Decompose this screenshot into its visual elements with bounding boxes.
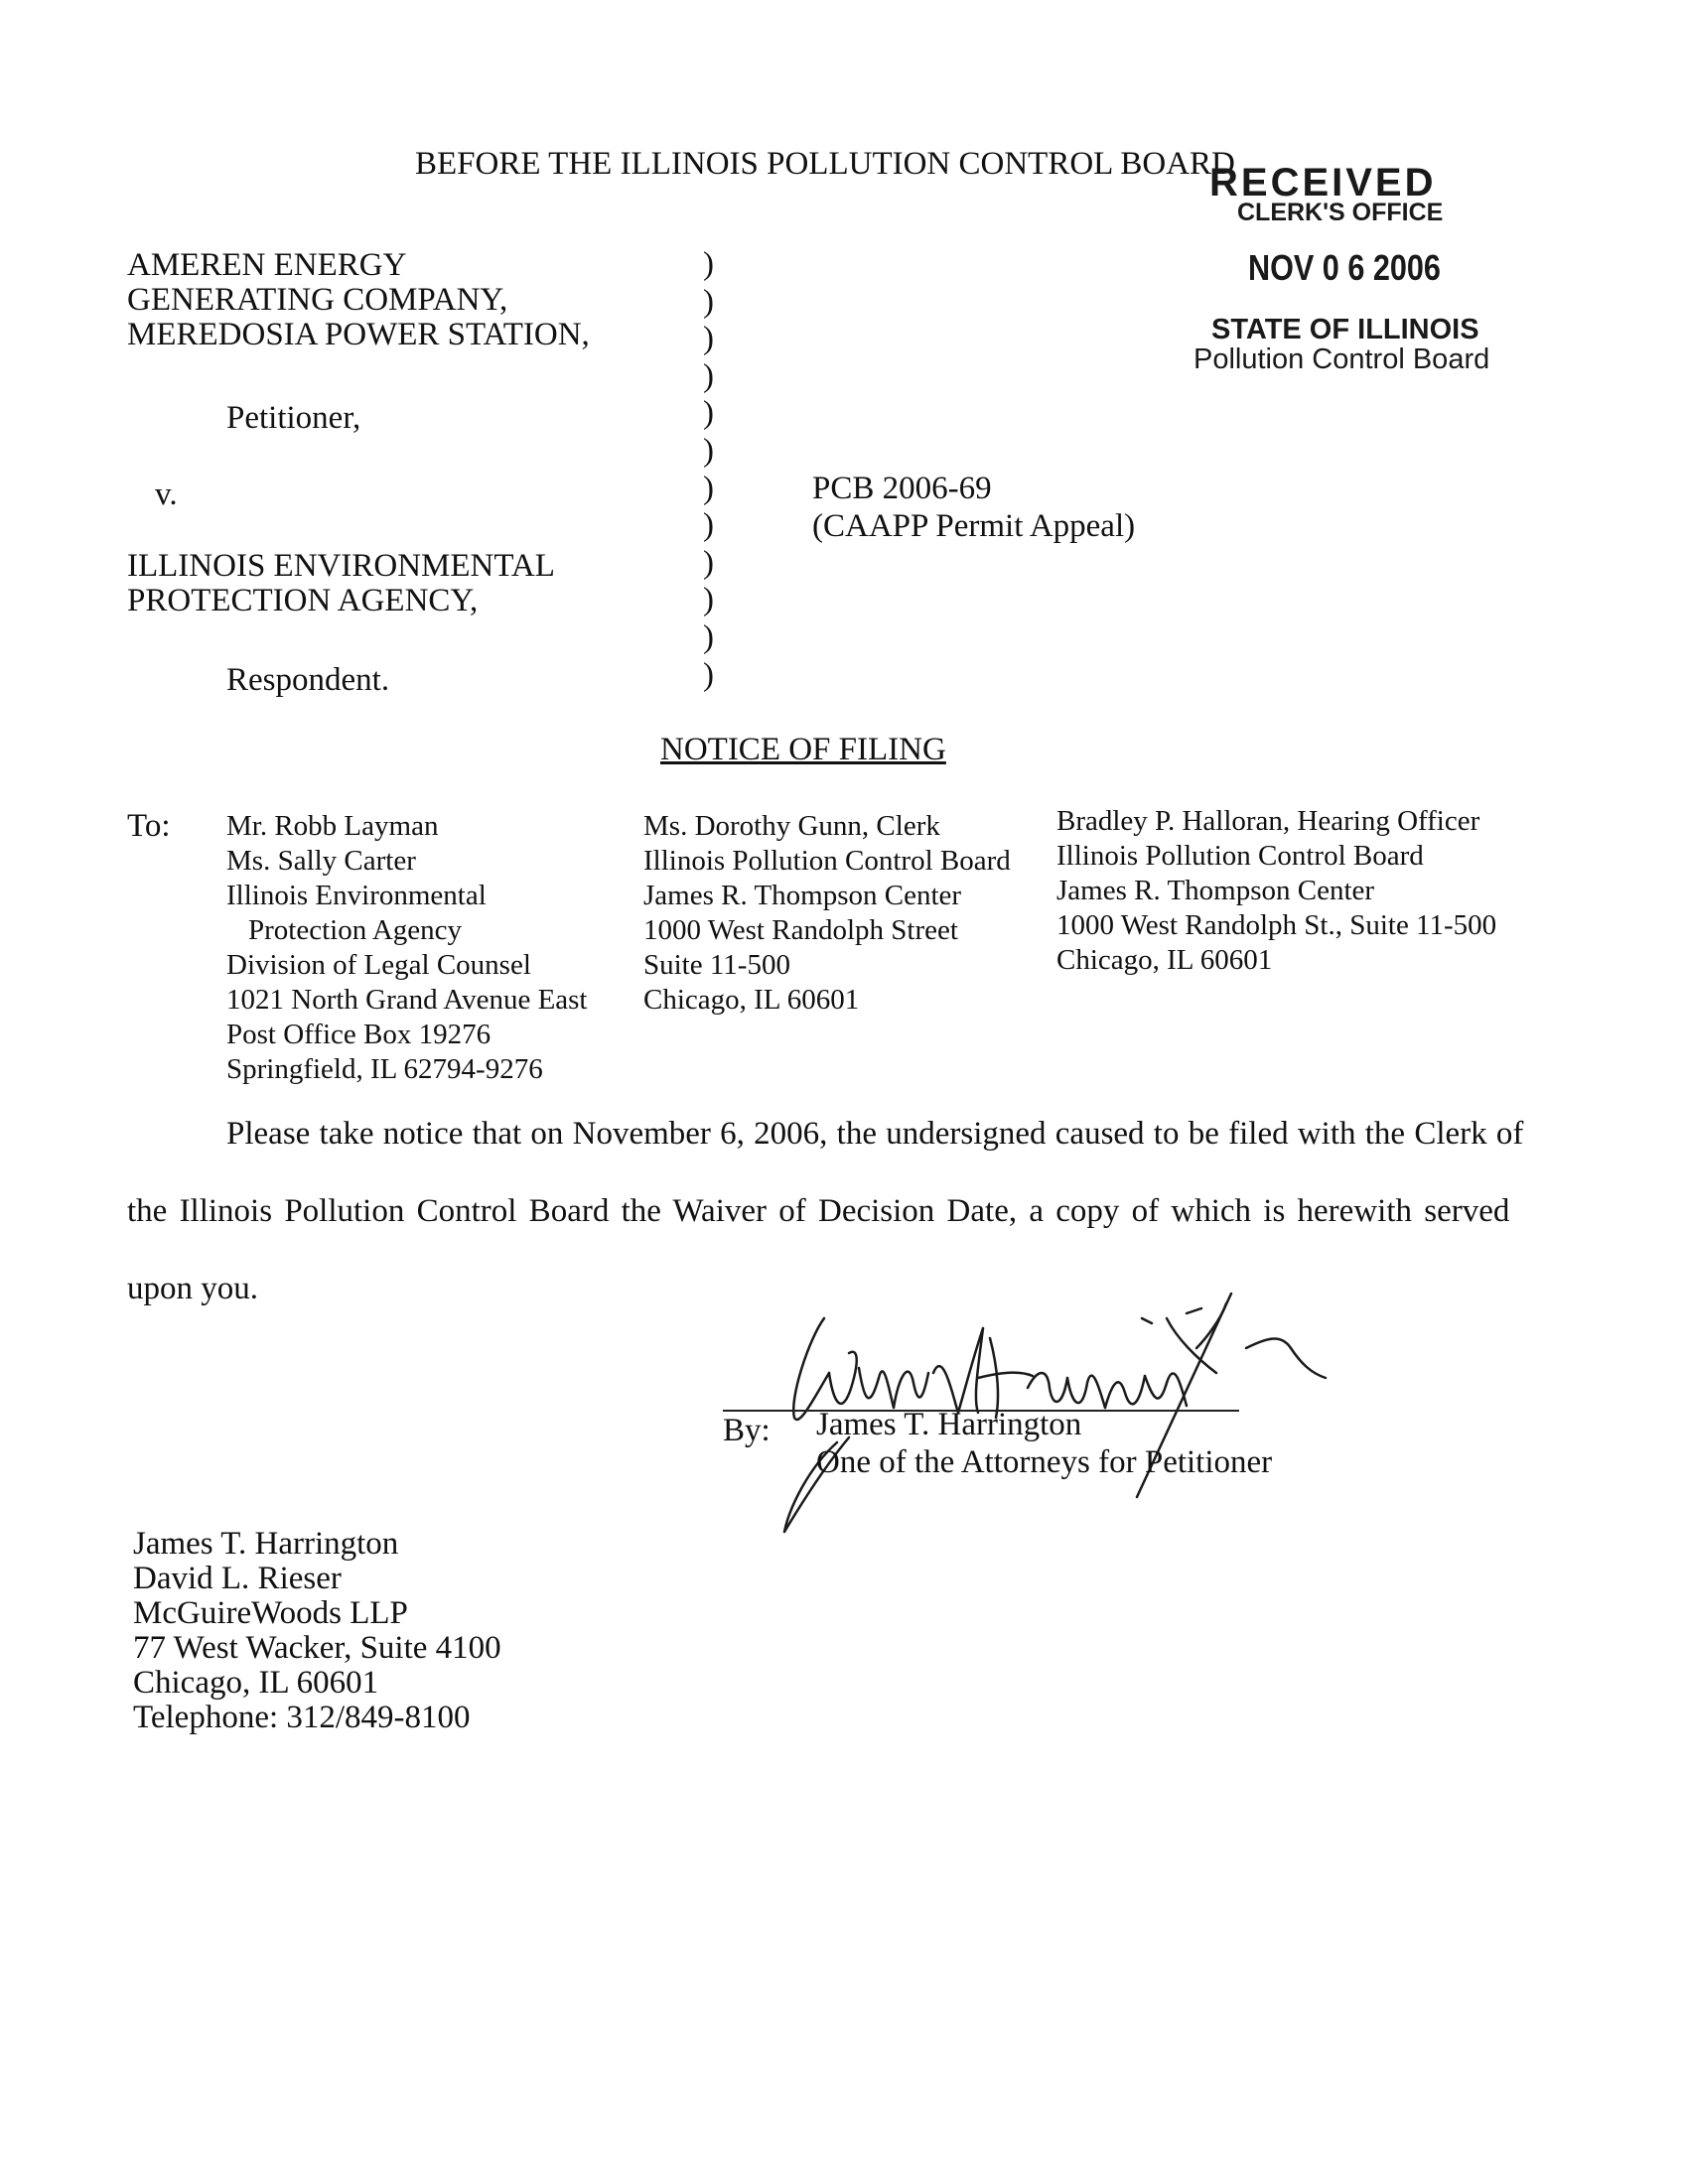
by-label: By: [723, 1413, 771, 1448]
address-line: Ms. Dorothy Gunn, Clerk [643, 810, 940, 842]
state-label: STATE OF ILLINOIS [1211, 314, 1479, 345]
counsel-line: McGuireWoods LLP [133, 1595, 408, 1631]
address-line: James R. Thompson Center [1056, 875, 1375, 906]
paren: ) [703, 357, 714, 394]
board-stamp-label: Pollution Control Board [1193, 343, 1490, 375]
address-line: Springfield, IL 62794-9276 [226, 1053, 543, 1085]
paren: ) [703, 618, 714, 655]
counsel-line: James T. Harrington [133, 1526, 399, 1562]
paren: ) [703, 507, 714, 544]
case-number: PCB 2006-69 [812, 471, 992, 506]
signer-name: James T. Harrington [816, 1407, 1082, 1442]
address-line: Division of Legal Counsel [226, 949, 531, 981]
paren: ) [703, 321, 714, 357]
addressee-clerk [643, 809, 1011, 1018]
respondent-name [127, 549, 555, 618]
respondent-role: Respondent. [226, 662, 390, 698]
received-stamp-label: RECEIVED [1209, 161, 1437, 205]
paren: ) [703, 246, 714, 282]
paren: ) [703, 432, 714, 469]
board-title: BEFORE THE ILLINOIS POLLUTION CONTROL BOARD [415, 146, 1235, 182]
paren: ) [703, 283, 714, 320]
counsel-line: Chicago, IL 60601 [133, 1665, 379, 1701]
address-line: Chicago, IL 60601 [643, 984, 860, 1016]
notice-body-line: Please take notice that on November 6, 2006, the undersigned caused to be filed with the Clerk of [226, 1116, 1524, 1152]
petitioner-role: Petitioner, [226, 400, 361, 436]
address-line: Post Office Box 19276 [226, 1019, 491, 1050]
paren: ) [703, 656, 714, 693]
addressee-hearing-officer [1056, 804, 1496, 978]
notice-title: NOTICE OF FILING [660, 732, 946, 767]
address-line: 1000 West Randolph St., Suite 11-500 [1056, 909, 1497, 941]
to-label: To: [127, 808, 171, 844]
address-line: Suite 11-500 [643, 949, 790, 981]
address-line: James R. Thompson Center [643, 880, 962, 911]
addressee-epa [226, 809, 588, 1087]
respondent-line: ILLINOIS ENVIRONMENTAL [127, 548, 555, 584]
petitioner-name [127, 248, 590, 352]
counsel-line: 77 West Wacker, Suite 4100 [133, 1630, 501, 1666]
address-line: 1021 North Grand Avenue East [226, 984, 588, 1016]
address-line: Protection Agency [248, 914, 463, 946]
address-line: 1000 West Randolph Street [643, 914, 958, 946]
counsel-block [133, 1527, 501, 1735]
address-line: Chicago, IL 60601 [1056, 944, 1273, 976]
respondent-line: PROTECTION AGENCY, [127, 583, 479, 618]
address-line: Bradley P. Halloran, Hearing Officer [1056, 805, 1480, 837]
caption-parens [703, 246, 714, 694]
notice-body-line: upon you. [127, 1271, 258, 1306]
paren: ) [703, 544, 714, 581]
petitioner-line: MEREDOSIA POWER STATION, [127, 317, 590, 352]
petitioner-line: AMEREN ENERGY [127, 247, 407, 283]
case-type: (CAAPP Permit Appeal) [812, 508, 1136, 544]
signer-title: One of the Attorneys for Petitioner [816, 1444, 1273, 1480]
counsel-line: Telephone: 312/849-8100 [133, 1700, 471, 1735]
address-line: Mr. Robb Layman [226, 810, 439, 842]
paren: ) [703, 470, 714, 506]
address-line: Illinois Pollution Control Board [643, 845, 1011, 877]
clerks-office-label: CLERK'S OFFICE [1237, 199, 1444, 226]
counsel-line: David L. Rieser [133, 1561, 342, 1596]
address-line: Illinois Environmental [226, 880, 487, 911]
address-line: Illinois Pollution Control Board [1056, 840, 1424, 872]
notice-body-line: the Illinois Pollution Control Board the Waiver of Decision Date, a copy of which is herewith served [127, 1193, 1510, 1229]
versus: v. [155, 477, 178, 512]
address-line: Ms. Sally Carter [226, 845, 416, 877]
received-date: NOV 0 6 2006 [1248, 247, 1441, 288]
petitioner-line: GENERATING COMPANY, [127, 282, 508, 318]
paren: ) [703, 582, 714, 618]
paren: ) [703, 395, 714, 432]
